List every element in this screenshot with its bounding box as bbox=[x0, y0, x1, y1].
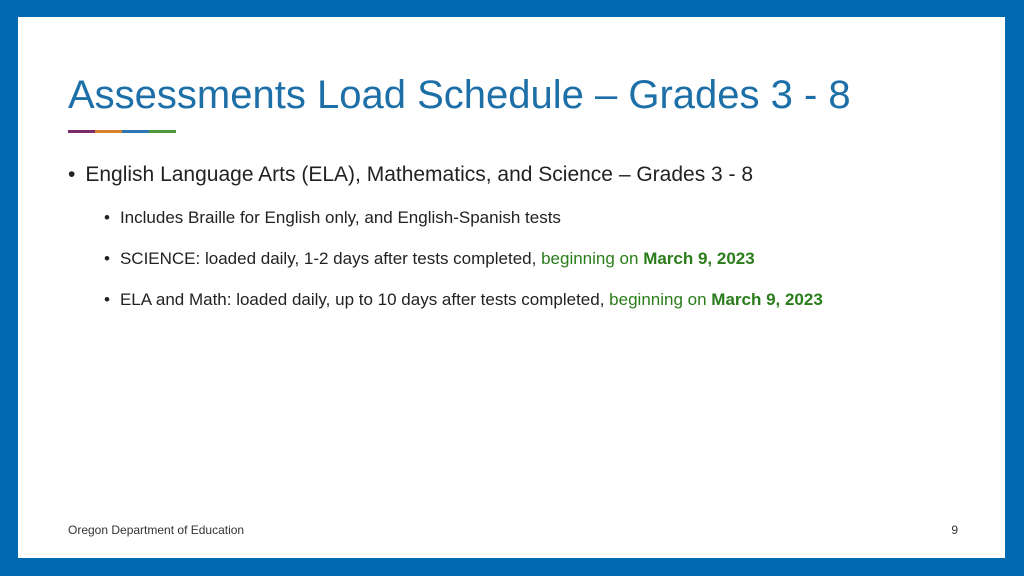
slide-title: Assessments Load Schedule – Grades 3 - 8 bbox=[68, 73, 851, 117]
accent-segment-green bbox=[149, 130, 176, 133]
footer-organization: Oregon Department of Education bbox=[68, 523, 245, 537]
bullet-sub-1-text: Includes Braille for English only, and English-Spanish tests bbox=[119, 208, 561, 227]
bullet-sub-3-text: ELA and Math: loaded daily, up to 10 days after tests completed, bbox=[119, 290, 605, 309]
bullet-sub-2-date: March 9, 2023 bbox=[643, 249, 755, 268]
bullet-sub-3-highlight: beginning on bbox=[609, 290, 707, 309]
bullet-sub-3 bbox=[104, 290, 823, 310]
bullet-icon: • bbox=[104, 249, 110, 268]
bullet-icon: • bbox=[68, 163, 76, 186]
title-accent-bar bbox=[68, 130, 176, 133]
bullet-sub-2 bbox=[104, 249, 755, 269]
bullet-main bbox=[68, 163, 753, 187]
bullet-main-text: English Language Arts (ELA), Mathematics, and Science – Grades 3 - 8 bbox=[85, 163, 754, 186]
accent-segment-purple bbox=[68, 130, 95, 133]
bullet-sub-2-highlight: beginning on bbox=[541, 249, 639, 268]
bullet-sub-3-date: March 9, 2023 bbox=[711, 290, 823, 309]
bullet-sub-1 bbox=[104, 208, 561, 228]
slide bbox=[18, 17, 1005, 558]
bullet-sub-2-text: SCIENCE: loaded daily, 1-2 days after tests completed, bbox=[119, 249, 537, 268]
page-number: 9 bbox=[951, 523, 958, 537]
accent-segment-blue bbox=[122, 130, 149, 133]
bullet-icon: • bbox=[104, 290, 110, 309]
accent-segment-orange bbox=[95, 130, 122, 133]
bullet-icon: • bbox=[104, 208, 110, 227]
